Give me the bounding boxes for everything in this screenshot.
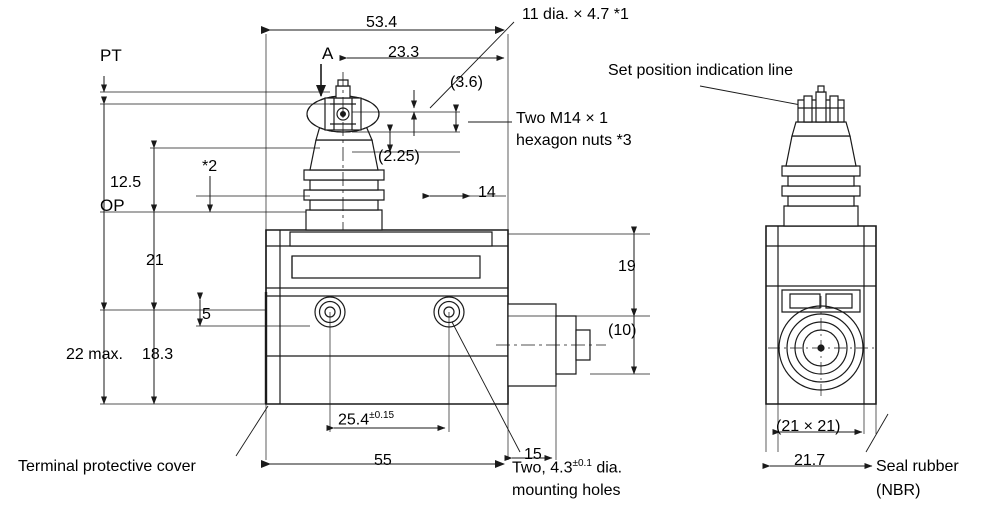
arrow-a-label: A — [322, 44, 334, 63]
label-op: OP — [100, 196, 125, 215]
dim-53-4: 53.4 — [366, 14, 398, 31]
front-view-geometry — [766, 86, 876, 466]
dim-11-dia: 11 dia. × 4.7 *1 — [522, 6, 629, 23]
label-mounting-holes-2: mounting holes — [512, 482, 621, 499]
dim-18-3: 18.3 — [142, 346, 174, 363]
dim-12-5: 12.5 — [110, 174, 142, 191]
dim-3-6: (3.6) — [450, 74, 483, 91]
label-pt: PT — [100, 46, 122, 65]
note-2: *2 — [202, 158, 218, 175]
label-terminal-cover: Terminal protective cover — [18, 458, 196, 475]
dim-23-3: 23.3 — [388, 44, 420, 61]
label-mounting-holes: Two, $4.3^{\pm 0.1}$ dia. — [512, 458, 623, 477]
dim-15: 15 — [524, 446, 542, 463]
dim-10: (10) — [608, 322, 637, 339]
dim-22-max: 22 max. — [66, 346, 123, 363]
dim-14: 14 — [478, 184, 496, 201]
note-hexagon-nuts: hexagon nuts *3 — [516, 132, 632, 149]
dim-5: 5 — [202, 306, 211, 323]
dim-21: 21 — [146, 252, 164, 269]
dim-21x21: (21 × 21) — [776, 418, 841, 435]
dim-55: 55 — [374, 452, 392, 469]
dim-25-4: $25.4^{\pm 0.15}$ — [338, 410, 395, 429]
dim-21-7: 21.7 — [794, 452, 826, 469]
label-set-position: Set position indication line — [608, 62, 794, 79]
note-two-m14: Two M14 × 1 — [516, 110, 609, 127]
label-seal-rubber: Seal rubber — [876, 458, 959, 475]
dim-19: 19 — [618, 258, 636, 275]
label-seal-rubber-nbr: (NBR) — [876, 482, 921, 499]
dim-2-25: (2.25) — [378, 148, 420, 165]
